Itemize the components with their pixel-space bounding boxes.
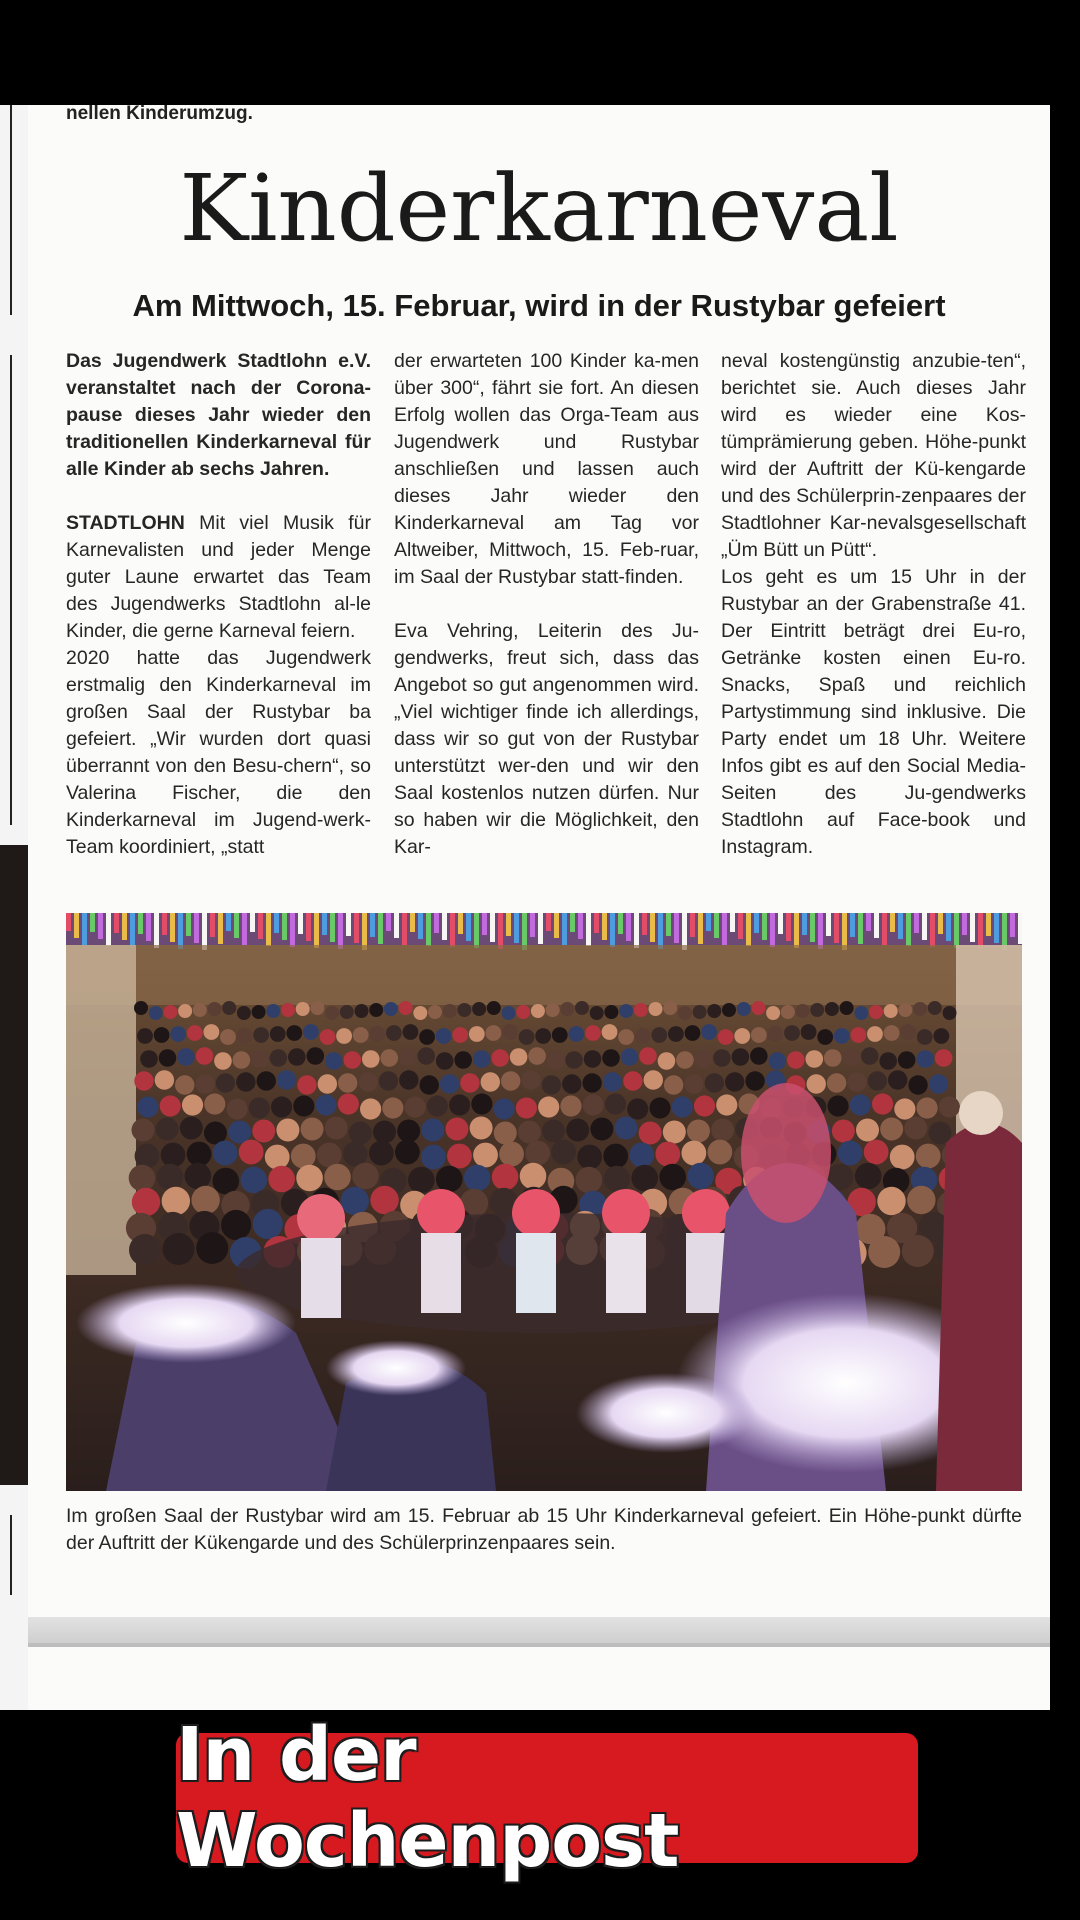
page-divider <box>28 1617 1050 1643</box>
wochenpost-banner <box>176 1712 918 1884</box>
left-rule-bottom <box>10 1515 12 1595</box>
newspaper-clipping <box>28 105 1050 1710</box>
left-rule-top <box>10 105 12 315</box>
carnival-photo <box>66 913 1022 1491</box>
caption-text: Im großen Saal der Rustybar wird am 15. Februar ab 15 Uhr Kinderkarneval gefeiert. Ein Höhe-punkt dürfte der Auftritt der Kükengarde und des Schülerprinzenpaares sein. <box>66 1505 1022 1554</box>
article-lead: Das Jugendwerk Stadtlohn e.V. veranstaltet nach der Corona-pause dieses Jahr wieder den traditionellen Kinderkarneval für alle Kinder ab sechs Jahren. <box>66 350 371 480</box>
article-dateline: STADTLOHN <box>66 512 185 534</box>
streamer-decoration <box>66 913 1022 950</box>
article-paragraph: der erwarteten 100 Kinder ka-men über 300“, fährt sie fort. An diesen Erfolg wollen das Orga-Team aus Jugendwerk und Rustybar anschließen und lassen auch dieses Jahr wieder den Kinderkarneval am Tag vor Altweiber, Mittwoch, 15. Feb-ruar, im Saal der Rustybar statt-finden. <box>394 350 699 588</box>
article-column-3 <box>721 348 1026 861</box>
left-page-edge <box>0 105 28 1710</box>
left-dark-photo-edge <box>0 845 28 1485</box>
photo-caption <box>66 1503 1022 1557</box>
article-text: Mit viel Musik für Karnevalisten und jeder Menge guter Laune erwartet das Team des Jugendwerks Stadtlohn al-le Kinder, die gerne Karneval feiern. <box>66 512 372 642</box>
article-paragraph: 2020 hatte das Jugendwerk erstmalig den Kinderkarneval im großen Saal der Rustybar ba gefeiert. „Wir wurden dort quasi überrannt von den Besu-chern“, so Valerina Fischer, die den Kinderkarneval im Jugend-werk-Team koordiniert, „statt <box>66 647 371 858</box>
left-rule-mid <box>10 355 12 825</box>
article-paragraph: Los geht es um 15 Uhr in der Rustybar an der Grabenstraße 41. Der Eintritt beträgt drei Eu-ro, Getränke kosten einen Eu-ro. Snacks, Spaß und reichlich Partystimmung sind inklusive. Die Party endet um 18 Uhr. Weitere Infos gibt es auf den Social Media-Seiten des Ju-gendwerks Stadtlohn auf Face-book und Instagram. <box>721 566 1026 858</box>
article-paragraph <box>66 510 371 645</box>
previous-article-fragment: nellen Kinderumzug. <box>66 105 253 124</box>
page-divider-shadow <box>28 1643 1050 1647</box>
article-paragraph: Eva Vehring, Leiterin des Ju-gendwerks, freut sich, dass das Angebot so gut angenommen wird. „Viel wichtiger finde ich allerdings, dass wir so gut von der Rustybar unterstützt wer-den und wir den Saal kostenlos nutzen dürfen. Nur so haben wir die Möglichkeit, den Kar- <box>394 620 699 858</box>
article-headline: Kinderkarneval <box>179 155 899 262</box>
banner-text: In der Wochenpost <box>176 1712 679 1884</box>
article-column-1 <box>66 348 371 861</box>
article-subheadline: Am Mittwoch, 15. Februar, wird in der Rustybar gefeiert <box>132 288 946 323</box>
article-paragraph: neval kostengünstig anzubie-ten“, berichtet sie. Auch dieses Jahr wird es wieder eine Kos-tümprämierung geben. Höhe-punkt wird der Auftritt der Kü-kengarde und des Schülerprin-zenpaares der Stadtlohner Kar-nevalsgesellschaft „Üm Bütt un Pütt“. <box>721 350 1026 561</box>
article-column-2 <box>394 348 699 861</box>
